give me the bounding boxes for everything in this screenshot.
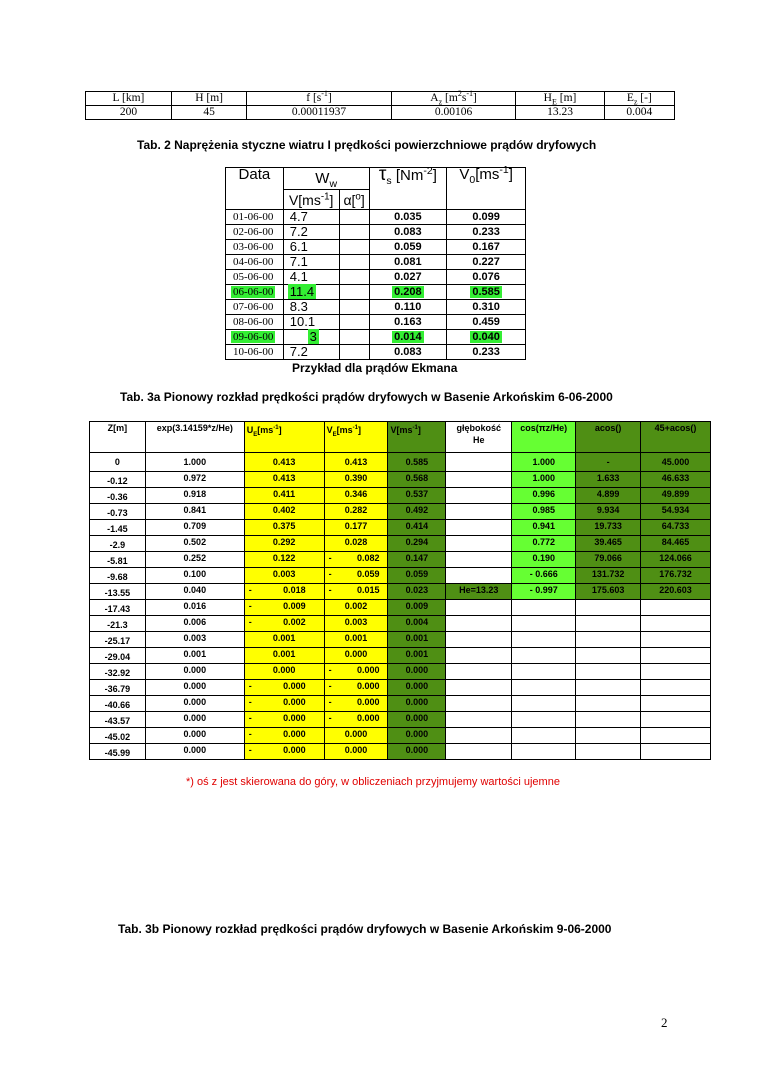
table-row xyxy=(90,616,711,632)
ve-cell: - 0.000 xyxy=(324,680,388,696)
wind-speed-cell: 4.7 xyxy=(289,209,308,224)
acos-cell xyxy=(576,648,641,664)
table-row xyxy=(90,664,711,680)
sum-cell xyxy=(641,680,711,696)
depth-cell xyxy=(446,536,512,552)
table-row xyxy=(226,240,526,255)
wind-stress-header-row-1 xyxy=(226,168,526,190)
z-cell: -29.04 xyxy=(90,648,146,664)
cos-cell xyxy=(512,744,576,760)
acos-cell: 19.733 xyxy=(576,520,641,536)
value-f: 0.00011937 xyxy=(247,106,391,120)
table-row xyxy=(90,696,711,712)
ve-cell: - 0.000 xyxy=(324,696,388,712)
ve-cell: - 0.000 xyxy=(324,712,388,728)
alpha-cell xyxy=(339,300,369,315)
acos-cell xyxy=(576,664,641,680)
ue-cell: 0.375 xyxy=(244,520,324,536)
tau-cell: 0.059 xyxy=(394,241,422,253)
ve-cell: 0.413 xyxy=(324,453,388,472)
wind-stress-table xyxy=(225,164,526,360)
alpha-cell xyxy=(339,315,369,330)
acos-cell xyxy=(576,632,641,648)
wind-speed-cell: 10.1 xyxy=(289,314,316,329)
table-row xyxy=(226,345,526,360)
date-cell: 09-06-00 xyxy=(233,331,274,343)
parameters-header-row xyxy=(86,92,675,106)
header-ve: $V_E[ms^{-1}]$ xyxy=(324,422,388,453)
z-cell: -1.45 xyxy=(90,520,146,536)
exp-cell: 0.000 xyxy=(145,728,244,744)
table-row xyxy=(90,744,711,760)
z-cell: -13.55 xyxy=(90,584,146,600)
sum-cell: 49.899 xyxy=(641,488,711,504)
sum-cell: 46.633 xyxy=(641,472,711,488)
v-cell: 0.147 xyxy=(388,552,446,568)
table-row xyxy=(90,680,711,696)
depth-cell xyxy=(446,632,512,648)
z-cell: -25.17 xyxy=(90,632,146,648)
v-cell: 0.492 xyxy=(388,504,446,520)
table-row xyxy=(90,520,711,536)
exp-cell: 0.252 xyxy=(145,552,244,568)
sum-cell xyxy=(641,696,711,712)
acos-cell xyxy=(576,728,641,744)
tau-cell: 0.163 xyxy=(394,316,422,328)
caption-table-2: Tab. 2 Naprężenia styczne wiatru I prędkości powierzchniowe prądów dryfowych xyxy=(137,138,597,152)
sum-cell xyxy=(641,744,711,760)
exp-cell: 0.040 xyxy=(145,584,244,600)
ue-cell: - 0.000 xyxy=(244,728,324,744)
depth-cell xyxy=(446,552,512,568)
v-cell: 0.568 xyxy=(388,472,446,488)
cos-cell xyxy=(512,616,576,632)
wind-speed-cell: 11.4 xyxy=(289,284,315,299)
ve-cell: 0.177 xyxy=(324,520,388,536)
parameters-table xyxy=(85,91,675,120)
sum-cell xyxy=(641,712,711,728)
cos-cell: 0.985 xyxy=(512,504,576,520)
v-cell: 0.000 xyxy=(388,664,446,680)
exp-cell: 0.016 xyxy=(145,600,244,616)
z-cell: -0.36 xyxy=(90,488,146,504)
sum-cell xyxy=(641,632,711,648)
z-cell: -0.73 xyxy=(90,504,146,520)
z-cell: -36.79 xyxy=(90,680,146,696)
table-row xyxy=(90,632,711,648)
acos-cell: 9.934 xyxy=(576,504,641,520)
v0-cell: 0.167 xyxy=(472,241,500,253)
exp-cell: 1.000 xyxy=(145,453,244,472)
header-ez: $E_z$ [-] xyxy=(604,92,674,106)
header-ue: $U_E[ms^{-1}]$ xyxy=(244,422,324,453)
alpha-cell xyxy=(339,345,369,360)
parameters-value-row xyxy=(86,106,675,120)
z-cell: -40.66 xyxy=(90,696,146,712)
alpha-cell xyxy=(339,255,369,270)
table-row-highlighted xyxy=(226,330,526,345)
ue-cell: 0.413 xyxy=(244,453,324,472)
table-row xyxy=(90,728,711,744)
acos-cell: - xyxy=(576,453,641,472)
exp-cell: 0.918 xyxy=(145,488,244,504)
exp-cell: 0.000 xyxy=(145,680,244,696)
depth-cell xyxy=(446,648,512,664)
v0-cell: 0.233 xyxy=(472,346,500,358)
header-v0: $V_0[ms^{-1}]$ xyxy=(447,168,526,210)
v-cell: 0.000 xyxy=(388,712,446,728)
depth-cell xyxy=(446,568,512,584)
cos-cell: - 0.666 xyxy=(512,568,576,584)
wind-speed-cell: 4.1 xyxy=(289,269,308,284)
ve-cell: 0.003 xyxy=(324,616,388,632)
v-cell: 0.294 xyxy=(388,536,446,552)
date-cell: 08-06-00 xyxy=(233,316,274,328)
acos-cell xyxy=(576,696,641,712)
page-number: 2 xyxy=(661,1015,668,1030)
v-cell: 0.414 xyxy=(388,520,446,536)
exp-cell: 0.972 xyxy=(145,472,244,488)
header-az: $A_z$ $[m^2s^{-1}]$ xyxy=(391,92,516,106)
ve-cell: 0.390 xyxy=(324,472,388,488)
exp-cell: 0.000 xyxy=(145,744,244,760)
wind-speed-cell: 8.3 xyxy=(289,299,308,314)
table-row xyxy=(90,488,711,504)
cos-cell xyxy=(512,712,576,728)
z-cell: -2.9 xyxy=(90,536,146,552)
footnote: *) oś z jest skierowana do góry, w obliczeniach przyjmujemy wartości ujemne xyxy=(186,776,560,788)
acos-cell xyxy=(576,680,641,696)
acos-cell xyxy=(576,600,641,616)
wind-speed-cell: 3 xyxy=(309,329,317,344)
table-row xyxy=(226,270,526,285)
ue-cell: 0.413 xyxy=(244,472,324,488)
tau-cell: 0.081 xyxy=(394,256,422,268)
value-l: 200 xyxy=(86,106,172,120)
ve-cell: 0.000 xyxy=(324,744,388,760)
ue-cell: - 0.000 xyxy=(244,744,324,760)
ve-cell: 0.282 xyxy=(324,504,388,520)
date-cell: 01-06-00 xyxy=(233,211,274,223)
header-v: $V[ms^{-1}]$ xyxy=(283,190,339,210)
alpha-cell xyxy=(339,210,369,225)
tau-cell: 0.083 xyxy=(394,346,422,358)
header-l: L [km] xyxy=(86,92,172,106)
ue-cell: - 0.000 xyxy=(244,696,324,712)
acos-cell xyxy=(576,712,641,728)
acos-cell: 79.066 xyxy=(576,552,641,568)
cos-cell: 0.941 xyxy=(512,520,576,536)
ve-cell: - 0.000 xyxy=(324,664,388,680)
header-acos: acos() xyxy=(576,422,641,453)
exp-cell: 0.003 xyxy=(145,632,244,648)
header-v: $V[ms^{-1}]$ xyxy=(388,422,446,453)
table-row xyxy=(90,552,711,568)
sum-cell: 84.465 xyxy=(641,536,711,552)
depth-cell xyxy=(446,744,512,760)
table-row xyxy=(226,300,526,315)
depth-cell xyxy=(446,616,512,632)
depth-cell: He=13.23 xyxy=(446,584,512,600)
v0-cell: 0.310 xyxy=(472,301,500,313)
table-row xyxy=(90,600,711,616)
tau-cell: 0.035 xyxy=(394,211,422,223)
date-cell: 10-06-00 xyxy=(233,346,274,358)
table-row xyxy=(90,453,711,472)
depth-cell xyxy=(446,453,512,472)
depth-cell xyxy=(446,712,512,728)
value-h: 45 xyxy=(171,106,246,120)
date-cell: 06-06-00 xyxy=(233,286,274,298)
alpha-cell xyxy=(339,285,369,300)
table-row xyxy=(226,210,526,225)
depth-cell xyxy=(446,728,512,744)
ue-cell: 0.402 xyxy=(244,504,324,520)
ue-cell: - 0.018 xyxy=(244,584,324,600)
tau-cell: 0.014 xyxy=(394,331,422,343)
table-row xyxy=(90,568,711,584)
v-cell: 0.000 xyxy=(388,744,446,760)
cos-cell: 0.996 xyxy=(512,488,576,504)
sum-cell xyxy=(641,600,711,616)
sum-cell xyxy=(641,616,711,632)
ue-cell: - 0.009 xyxy=(244,600,324,616)
z-cell: -0.12 xyxy=(90,472,146,488)
ue-cell: 0.000 xyxy=(244,664,324,680)
depth-cell xyxy=(446,488,512,504)
z-cell: -9.68 xyxy=(90,568,146,584)
cos-cell: 0.190 xyxy=(512,552,576,568)
exp-cell: 0.000 xyxy=(145,712,244,728)
v0-cell: 0.459 xyxy=(472,316,500,328)
table-row xyxy=(90,472,711,488)
v-cell: 0.585 xyxy=(388,453,446,472)
acos-cell: 39.465 xyxy=(576,536,641,552)
cos-cell xyxy=(512,632,576,648)
ue-cell: - 0.000 xyxy=(244,712,324,728)
header-data: Data xyxy=(226,168,284,210)
header-he: $H_E$ [m] xyxy=(516,92,604,106)
value-az: 0.00106 xyxy=(391,106,516,120)
header-ww: $W_w$ xyxy=(283,168,369,190)
ve-cell: 0.002 xyxy=(324,600,388,616)
sum-cell: 220.603 xyxy=(641,584,711,600)
header-tau: $\tau_s$ $[Nm^{-2}]$ xyxy=(369,168,447,210)
exp-cell: 0.006 xyxy=(145,616,244,632)
alpha-cell xyxy=(339,225,369,240)
sum-cell: 64.733 xyxy=(641,520,711,536)
ue-cell: - 0.000 xyxy=(244,680,324,696)
depth-cell xyxy=(446,600,512,616)
cos-cell: 0.772 xyxy=(512,536,576,552)
ue-cell: - 0.002 xyxy=(244,616,324,632)
header-45-acos: 45+acos() xyxy=(641,422,711,453)
table-row xyxy=(90,648,711,664)
sum-cell xyxy=(641,728,711,744)
ekman-example-note: Przykład dla prądów Ekmana xyxy=(292,361,458,375)
date-cell: 03-06-00 xyxy=(233,241,274,253)
z-cell: -43.57 xyxy=(90,712,146,728)
z-cell: -45.02 xyxy=(90,728,146,744)
z-cell: -21.3 xyxy=(90,616,146,632)
tau-cell: 0.027 xyxy=(394,271,422,283)
depth-cell xyxy=(446,664,512,680)
v-cell: 0.004 xyxy=(388,616,446,632)
depth-cell xyxy=(446,680,512,696)
vertical-distribution-table xyxy=(89,421,711,760)
sum-cell: 124.066 xyxy=(641,552,711,568)
z-cell: -17.43 xyxy=(90,600,146,616)
exp-cell: 0.502 xyxy=(145,536,244,552)
v-cell: 0.001 xyxy=(388,632,446,648)
date-cell: 02-06-00 xyxy=(233,226,274,238)
ve-cell: - 0.015 xyxy=(324,584,388,600)
wind-speed-cell: 7.2 xyxy=(289,224,308,239)
table-row xyxy=(90,504,711,520)
z-cell: -32.92 xyxy=(90,664,146,680)
v-cell: 0.001 xyxy=(388,648,446,664)
v0-cell: 0.076 xyxy=(472,271,500,283)
wind-speed-cell: 7.2 xyxy=(289,344,308,359)
ve-cell: 0.000 xyxy=(324,728,388,744)
exp-cell: 0.709 xyxy=(145,520,244,536)
v-cell: 0.000 xyxy=(388,728,446,744)
z-cell: -45.99 xyxy=(90,744,146,760)
alpha-cell xyxy=(339,270,369,285)
ve-cell: 0.001 xyxy=(324,632,388,648)
ue-cell: 0.001 xyxy=(244,648,324,664)
header-f: f $[s^{-1}]$ xyxy=(247,92,391,106)
exp-cell: 0.000 xyxy=(145,696,244,712)
v-cell: 0.000 xyxy=(388,696,446,712)
depth-cell xyxy=(446,696,512,712)
v-cell: 0.000 xyxy=(388,680,446,696)
table-row xyxy=(226,225,526,240)
ve-cell: - 0.059 xyxy=(324,568,388,584)
table-row-highlighted xyxy=(226,285,526,300)
header-cos: cos(πz/He) xyxy=(512,422,576,453)
acos-cell: 131.732 xyxy=(576,568,641,584)
table-row xyxy=(226,255,526,270)
v-cell: 0.009 xyxy=(388,600,446,616)
acos-cell: 4.899 xyxy=(576,488,641,504)
depth-cell xyxy=(446,504,512,520)
exp-cell: 0.001 xyxy=(145,648,244,664)
sum-cell: 45.000 xyxy=(641,453,711,472)
v-cell: 0.059 xyxy=(388,568,446,584)
ue-cell: 0.122 xyxy=(244,552,324,568)
sum-cell xyxy=(641,664,711,680)
ue-cell: 0.003 xyxy=(244,568,324,584)
wind-speed-cell: 7.1 xyxy=(289,254,308,269)
wind-speed-cell: 6.1 xyxy=(289,239,308,254)
v0-cell: 0.233 xyxy=(472,226,500,238)
cos-cell xyxy=(512,664,576,680)
sum-cell: 176.732 xyxy=(641,568,711,584)
ve-cell: 0.000 xyxy=(324,648,388,664)
caption-table-3b: Tab. 3b Pionowy rozkład prędkości prądów dryfowych w Basenie Arkońskim 9-06-2000 xyxy=(118,922,612,936)
exp-cell: 0.000 xyxy=(145,664,244,680)
v0-cell: 0.227 xyxy=(472,256,500,268)
acos-cell xyxy=(576,616,641,632)
ve-cell: - 0.082 xyxy=(324,552,388,568)
cos-cell: 1.000 xyxy=(512,453,576,472)
cos-cell xyxy=(512,680,576,696)
v0-cell: 0.585 xyxy=(472,286,500,298)
v-cell: 0.537 xyxy=(388,488,446,504)
header-depth: głębokość He xyxy=(446,422,512,453)
z-cell: 0 xyxy=(90,453,146,472)
v0-cell: 0.099 xyxy=(472,211,500,223)
ve-cell: 0.346 xyxy=(324,488,388,504)
tau-cell: 0.083 xyxy=(394,226,422,238)
ve-cell: 0.028 xyxy=(324,536,388,552)
value-ez: 0.004 xyxy=(604,106,674,120)
v0-cell: 0.040 xyxy=(472,331,500,343)
header-exp: exp(3.14159*z/He) xyxy=(145,422,244,453)
cos-cell: - 0.997 xyxy=(512,584,576,600)
alpha-cell xyxy=(339,240,369,255)
table-row xyxy=(90,584,711,600)
date-cell: 07-06-00 xyxy=(233,301,274,313)
ue-cell: 0.001 xyxy=(244,632,324,648)
sum-cell xyxy=(641,648,711,664)
header-alpha: α[$^o$] xyxy=(339,190,369,210)
table-header-row xyxy=(90,422,711,453)
acos-cell: 175.603 xyxy=(576,584,641,600)
acos-cell xyxy=(576,744,641,760)
cos-cell xyxy=(512,648,576,664)
caption-table-3a: Tab. 3a Pionowy rozkład prędkości prądów dryfowych w Basenie Arkońskim 6-06-2000 xyxy=(120,390,613,404)
tau-cell: 0.208 xyxy=(394,286,422,298)
exp-cell: 0.841 xyxy=(145,504,244,520)
alpha-cell xyxy=(339,330,369,345)
header-h: H [m] xyxy=(171,92,246,106)
table-row xyxy=(226,315,526,330)
tau-cell: 0.110 xyxy=(394,301,422,313)
value-he: 13.23 xyxy=(516,106,604,120)
cos-cell: 1.000 xyxy=(512,472,576,488)
header-z: Z[m] xyxy=(90,422,146,453)
acos-cell: 1.633 xyxy=(576,472,641,488)
z-cell: -5.81 xyxy=(90,552,146,568)
date-cell: 04-06-00 xyxy=(233,256,274,268)
ue-cell: 0.292 xyxy=(244,536,324,552)
v-cell: 0.023 xyxy=(388,584,446,600)
cos-cell xyxy=(512,696,576,712)
ue-cell: 0.411 xyxy=(244,488,324,504)
table-row xyxy=(90,712,711,728)
cos-cell xyxy=(512,600,576,616)
exp-cell: 0.100 xyxy=(145,568,244,584)
depth-cell xyxy=(446,472,512,488)
cos-cell xyxy=(512,728,576,744)
table-row xyxy=(90,536,711,552)
sum-cell: 54.934 xyxy=(641,504,711,520)
depth-cell xyxy=(446,520,512,536)
date-cell: 05-06-00 xyxy=(233,271,274,283)
